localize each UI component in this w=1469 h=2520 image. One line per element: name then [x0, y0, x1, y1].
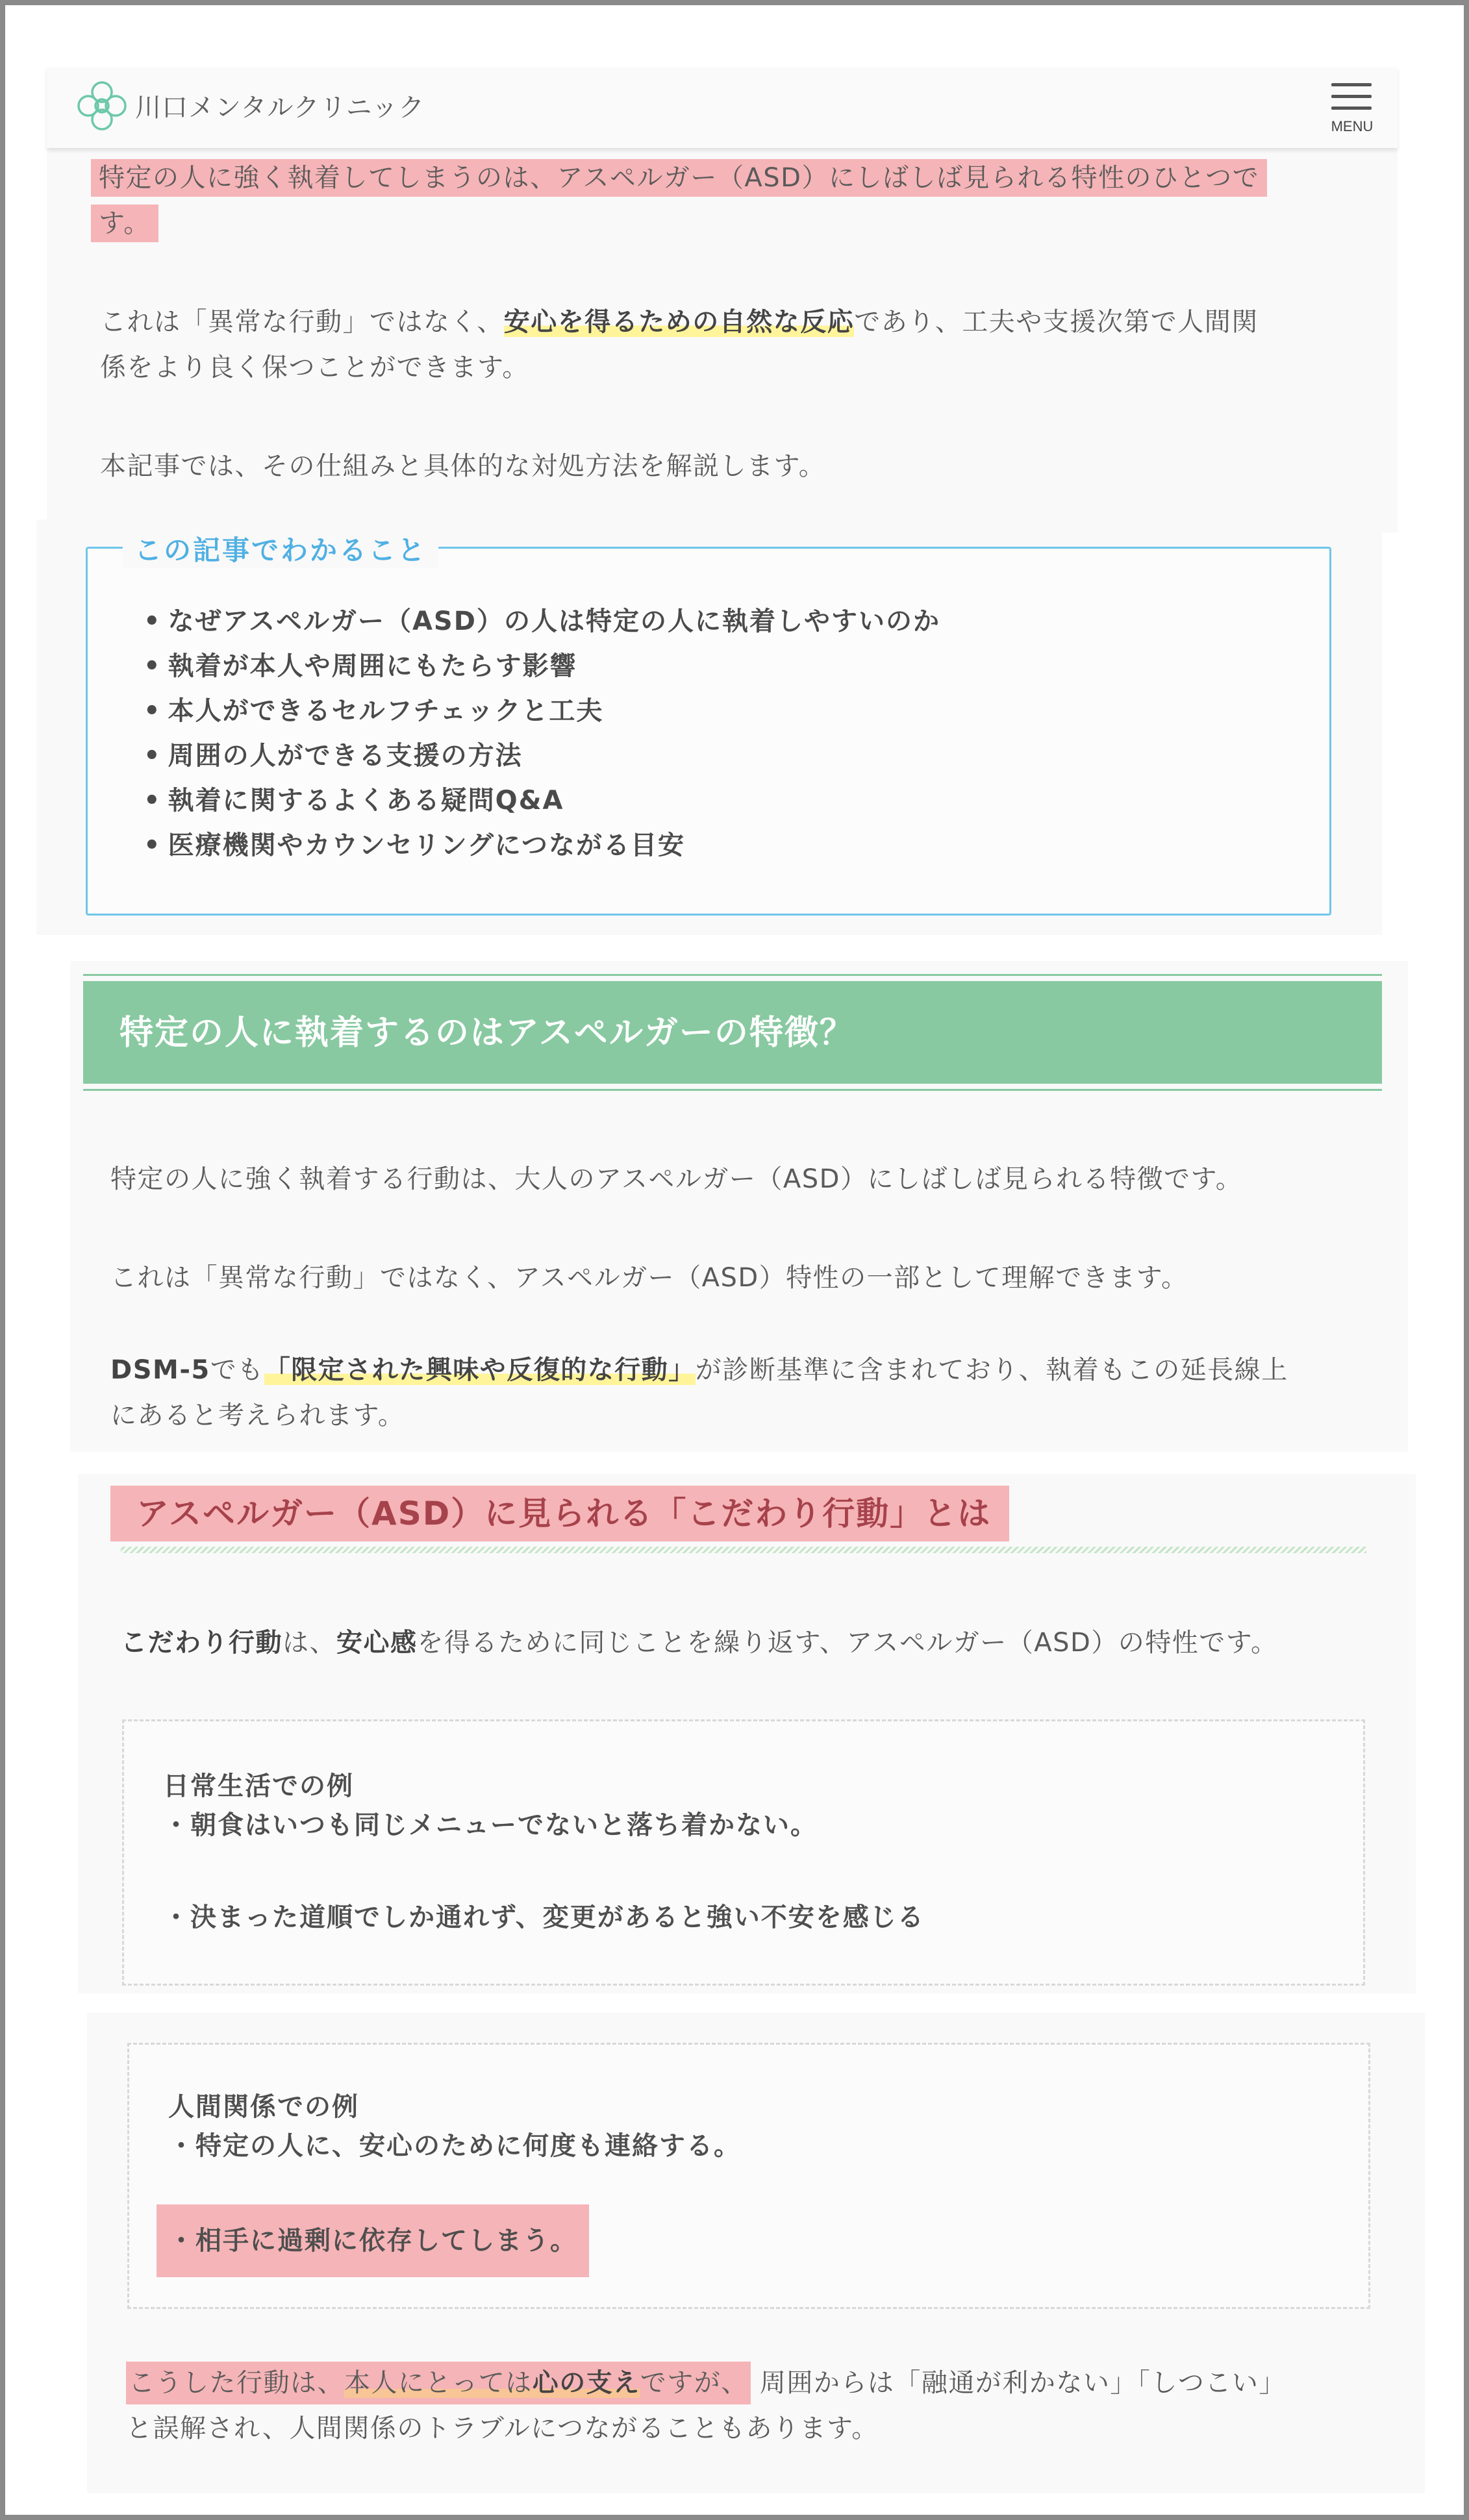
text-span: 周囲からは「融通が利かない」「しつこい」 [759, 2368, 1286, 2398]
clinic-logo-icon[interactable] [75, 79, 129, 132]
toc-title: この記事でわかること [123, 529, 438, 568]
section1-paragraph-2 [110, 1254, 1188, 1301]
emphasis-text: こだわり行動 [121, 1628, 282, 1658]
toc-item[interactable]: • 周囲の人ができる支援の方法 [144, 734, 940, 779]
intro-highlight-end: す。 [91, 205, 158, 242]
text-span: にあると考えられます。 [110, 1401, 405, 1430]
section2-lead [121, 1619, 1278, 1666]
section2-closing-b [126, 2405, 879, 2452]
hamburger-icon-bar [1331, 95, 1372, 98]
table-of-contents [86, 534, 1331, 916]
text-span: でも [210, 1355, 264, 1385]
hamburger-icon-bar [1331, 106, 1372, 110]
text-span: 係をより良く保つことができます。 [100, 353, 529, 382]
relationship-example-box [127, 2043, 1370, 2309]
clinic-name[interactable]: 川口メンタルクリニック [135, 93, 425, 123]
text-span: 本記事では、その仕組みと具体的な対処方法を解説します。 [100, 451, 826, 481]
intro-highlight: 特定の人に強く執着してしまうのは、アスペルガー（ASD）にしばしば見られる特性のひとつで [91, 159, 1267, 197]
emphasis-text: DSM-5 [110, 1355, 210, 1385]
section-heading [83, 974, 1382, 1091]
toc-item[interactable]: • なぜアスペルガー（ASD）の人は特定の人に執着しやすいのか [144, 599, 940, 644]
section-heading-text: 特定の人に執着するのはアスペルガーの特徴？ [83, 981, 1382, 1084]
emphasis-text: 安心感 [336, 1628, 418, 1658]
text-span: は、 [282, 1628, 336, 1658]
section2-closing [126, 2360, 1373, 2406]
text-span: が診断基準に含まれており、執着もこの延長線上 [695, 1355, 1288, 1385]
example-item: ・決まった道順でしか通れず、変更があると強い不安を感じる [163, 1902, 925, 1932]
emphasis-text: 安心を得るための自然な反応 [503, 307, 855, 337]
example-item: ・特定の人に、安心のために何度も連絡する。 [168, 2131, 741, 2161]
example-item: ・朝食はいつも同じメニューでないと落ち着かない。 [163, 1810, 818, 1840]
text-span: と誤解され、人間関係のトラブルにつながることもあります。 [126, 2414, 879, 2443]
hamburger-icon [1331, 83, 1372, 86]
section1-paragraph-3b [110, 1392, 405, 1439]
text-span: 特定の人に強く執着する行動は、大人のアスペルガー（ASD）にしばしば見られる特徴です。 [110, 1164, 1243, 1194]
text-span: ですが、 [640, 2368, 748, 2398]
menu-label: MENU [1331, 118, 1374, 134]
emphasis-text: 「限定された興味や反復的な行動」 [264, 1355, 696, 1385]
intro-paragraph-1b [91, 200, 158, 247]
example-title: 人間関係での例 [168, 2092, 359, 2122]
toc-list [144, 599, 940, 868]
site-header [47, 68, 1398, 148]
menu-button[interactable] [1327, 79, 1377, 136]
text-span: こうした行動は、 [129, 2368, 344, 2398]
text-span: であり、工夫や支援次第で人間関 [854, 307, 1259, 337]
emphasis-text: 心の支え [532, 2368, 640, 2398]
subsection-heading: アスペルガー（ASD）に見られる「こだわり行動」とは [110, 1486, 1009, 1541]
intro-paragraph-1 [91, 155, 1267, 201]
intro-paragraph-3 [100, 443, 825, 490]
intro-paragraph-2b [100, 344, 529, 391]
example-item-highlighted: ・相手に過剰に依存してしまう。 [157, 2204, 589, 2277]
example-title: 日常生活での例 [163, 1771, 354, 1801]
text-span: これは「異常な行動」ではなく、 [100, 307, 504, 337]
section1-paragraph-3 [110, 1347, 1357, 1393]
toc-item[interactable]: • 執着が本人や周囲にもたらす影響 [144, 644, 940, 689]
toc-item[interactable]: • 本人ができるセルフチェックと工夫 [144, 689, 940, 734]
toc-item[interactable]: • 執着に関するよくある疑問Q&A [144, 779, 940, 823]
daily-example-box [122, 1719, 1365, 1986]
toc-item[interactable]: • 医療機関やカウンセリングにつながる目安 [144, 823, 940, 868]
text-span: を得るために同じことを繰り返す、アスペルガー（ASD）の特性です。 [417, 1628, 1278, 1658]
intro-paragraph-2 [100, 299, 1347, 345]
text-span: これは「異常な行動」ではなく、アスペルガー（ASD）特性の一部として理解できます。 [110, 1263, 1188, 1293]
heading-underline [121, 1547, 1366, 1553]
text-span: 本人にとっては [344, 2368, 533, 2398]
section1-paragraph-1 [110, 1156, 1242, 1203]
closing-highlight [126, 2362, 751, 2404]
